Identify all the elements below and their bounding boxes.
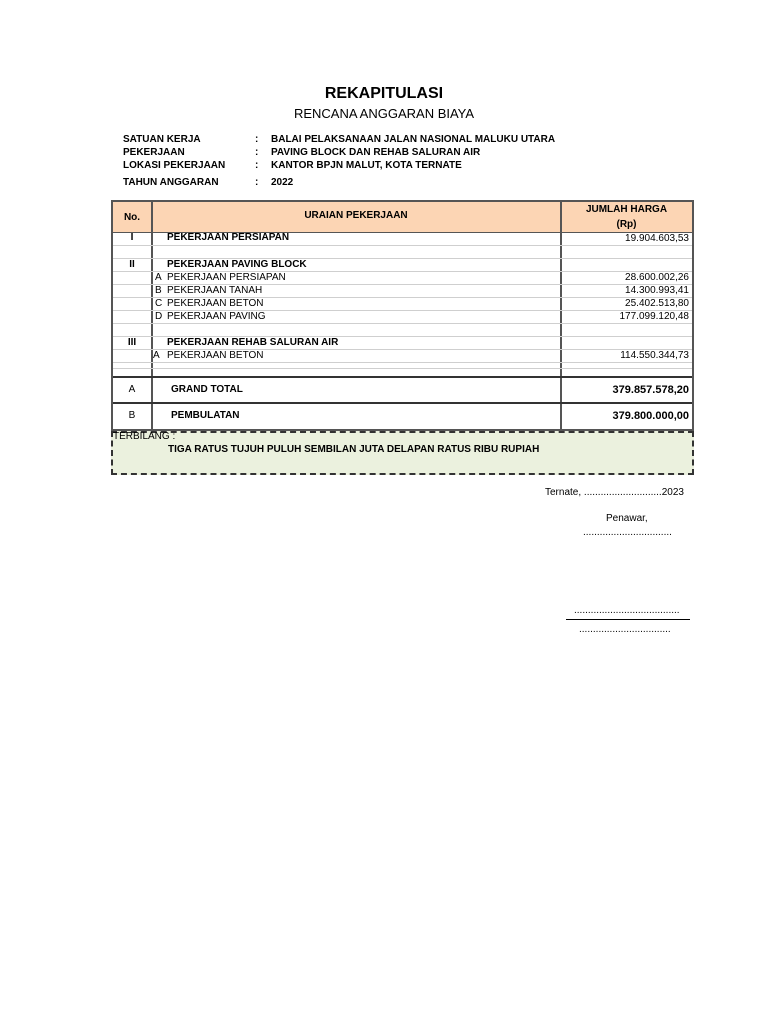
row-description: PEKERJAAN REHAB SALURAN AIR <box>167 337 339 348</box>
grand-total-row <box>113 376 692 403</box>
terbilang-box <box>111 431 694 475</box>
row-number: III <box>127 337 137 348</box>
info-label: PEKERJAAN <box>123 147 185 158</box>
grand-total-number: A <box>128 384 136 395</box>
row-description: PEKERJAAN BETON <box>167 298 264 309</box>
row-description: PEKERJAAN TANAH <box>167 285 263 296</box>
info-colon: : <box>255 147 259 158</box>
page-title: REKAPITULASI <box>324 85 444 102</box>
pembulatan-row <box>113 402 692 429</box>
row-divider <box>113 323 692 324</box>
grand-total-label: GRAND TOTAL <box>171 384 243 395</box>
row-divider <box>113 362 692 363</box>
budget-table <box>111 200 694 431</box>
row-description: PEKERJAAN PERSIAPAN <box>167 232 290 243</box>
info-colon: : <box>255 177 259 188</box>
row-description: PEKERJAAN PERSIAPAN <box>167 272 286 283</box>
info-block <box>0 134 768 194</box>
info-colon: : <box>255 134 259 145</box>
page-subtitle: RENCANA ANGGARAN BIAYA <box>293 106 475 121</box>
table-header <box>113 202 692 233</box>
row-value: 114.550.344,73 <box>620 350 689 361</box>
row-letter: C <box>155 298 163 309</box>
signer-name-dots: ...................................... <box>574 605 680 616</box>
row-divider <box>113 368 692 369</box>
row-value: 28.600.002,26 <box>625 272 689 283</box>
row-value: 14.300.993,41 <box>625 285 689 296</box>
info-label: TAHUN ANGGARAN <box>123 177 219 188</box>
info-value: PAVING BLOCK DAN REHAB SALURAN AIR <box>271 147 481 158</box>
info-label: LOKASI PEKERJAAN <box>123 160 226 171</box>
row-letter: D <box>155 311 163 322</box>
penawar-label: Penawar, <box>606 513 648 524</box>
info-label: SATUAN KERJA <box>123 134 201 145</box>
signer-title-dots: ................................. <box>579 624 671 635</box>
info-value: 2022 <box>271 177 294 188</box>
terbilang-text: TIGA RATUS TUJUH PULUH SEMBILAN JUTA DELAPAN RATUS RIBU RUPIAH <box>168 444 540 455</box>
row-number: II <box>129 259 135 270</box>
row-divider <box>113 245 692 246</box>
row-letter: B <box>155 285 162 296</box>
row-letter: A <box>155 272 162 283</box>
row-description: PEKERJAAN BETON <box>167 350 264 361</box>
row-number: I <box>130 232 134 243</box>
info-value: KANTOR BPJN MALUT, KOTA TERNATE <box>271 160 462 171</box>
row-value: 177.099.120,48 <box>619 311 689 322</box>
header-uraian: URAIAN PEKERJAAN <box>304 210 408 221</box>
signature-line <box>566 619 690 620</box>
row-description: PEKERJAAN PAVING BLOCK <box>167 259 307 270</box>
info-value: BALAI PELAKSANAAN JALAN NASIONAL MALUKU UTARA <box>271 134 556 145</box>
header-jumlah-1: JUMLAH HARGA <box>585 204 668 215</box>
grand-total-value: 379.857.578,20 <box>612 384 689 396</box>
terbilang-label: TERBILANG : <box>113 431 176 442</box>
pembulatan-number: B <box>128 410 136 421</box>
company-dots: ................................ <box>583 527 672 538</box>
pembulatan-label: PEMBULATAN <box>171 410 240 421</box>
row-value: 25.402.513,80 <box>625 298 689 309</box>
header-jumlah-2: (Rp) <box>616 219 637 230</box>
place-date: Ternate, ............................2023 <box>545 487 684 498</box>
info-colon: : <box>255 160 259 171</box>
row-value: 19.904.603,53 <box>625 233 689 244</box>
row-description: PEKERJAAN PAVING <box>167 311 266 322</box>
pembulatan-value: 379.800.000,00 <box>612 410 689 422</box>
row-letter: A <box>153 350 160 361</box>
header-no: No. <box>123 212 141 223</box>
